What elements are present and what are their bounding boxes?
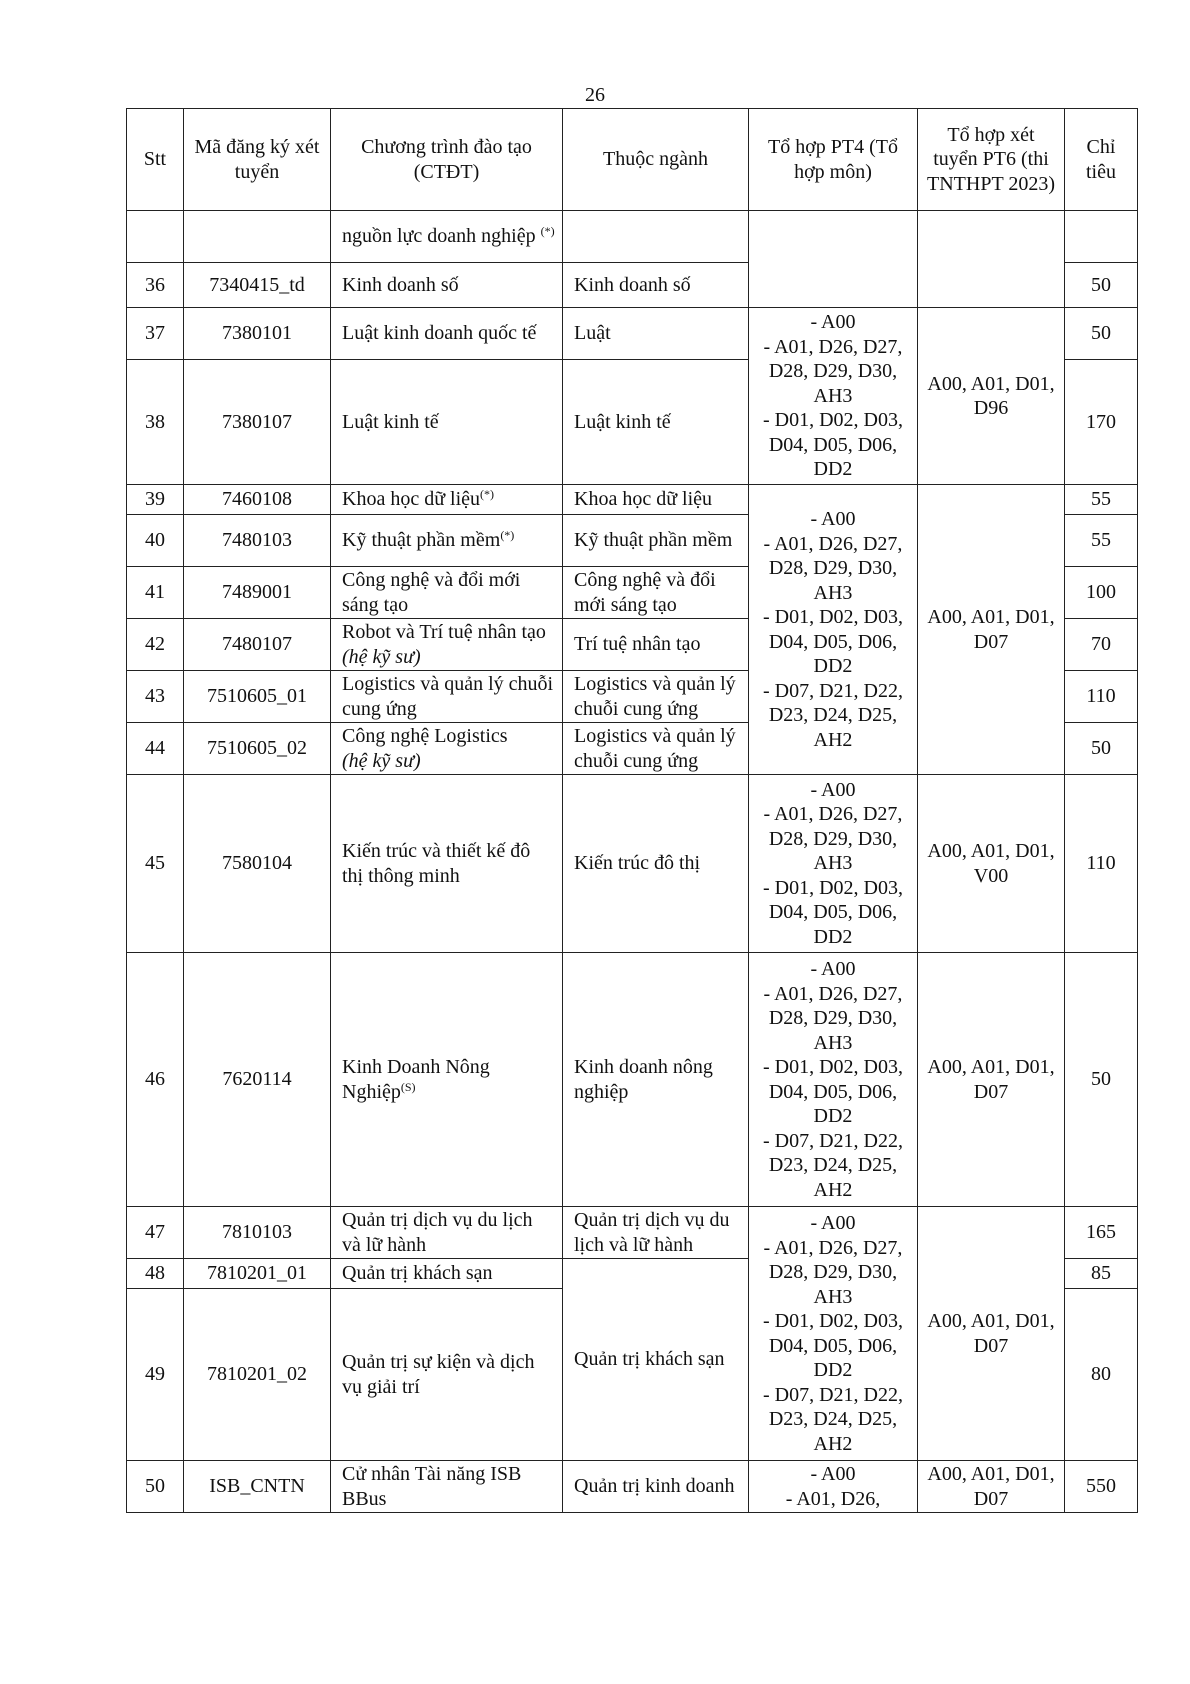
cell-quota: 110	[1065, 775, 1138, 953]
table-row	[127, 1207, 1138, 1259]
cell-stt: 50	[127, 1461, 184, 1513]
cell-major: Luật kinh tế	[563, 360, 749, 485]
cell-quota: 110	[1065, 671, 1138, 723]
cell-code: ISB_CNTN	[184, 1461, 331, 1513]
cell-code: 7580104	[184, 775, 331, 953]
cell-program: Cử nhân Tài năng ISB BBus	[331, 1461, 563, 1513]
header-code: Mã đăng ký xét tuyển	[184, 109, 331, 211]
cell-code: 7489001	[184, 567, 331, 619]
cell-program: Logistics và quản lý chuỗi cung ứng	[331, 671, 563, 723]
header-pt4: Tổ hợp PT4 (Tổ hợp môn)	[749, 109, 918, 211]
cell-quota: 100	[1065, 567, 1138, 619]
cell-stt: 43	[127, 671, 184, 723]
cell-quota: 85	[1065, 1259, 1138, 1289]
cell-pt6-group: A00, A01, D01, V00	[918, 775, 1065, 953]
cell-major: Kinh doanh số	[563, 263, 749, 308]
table-row	[127, 775, 1138, 953]
footnote-marker: (S)	[400, 1079, 416, 1094]
cell-stt: 38	[127, 360, 184, 485]
footnote-marker: (*)	[500, 528, 515, 543]
admission-table	[126, 108, 1138, 1513]
cell-pt6-group: A00, A01, D01, D07	[918, 1207, 1065, 1461]
cell-major: Logistics và quản lý chuỗi cung ứng	[563, 723, 749, 775]
cell-major: Kiến trúc đô thị	[563, 775, 749, 953]
cell-code: 7380101	[184, 308, 331, 360]
cell-code: 7340415_td	[184, 263, 331, 308]
cell-program: Công nghệ và đổi mới sáng tạo	[331, 567, 563, 619]
cell-major: Quản trị kinh doanh	[563, 1461, 749, 1513]
cell-major: Logistics và quản lý chuỗi cung ứng	[563, 671, 749, 723]
cell-major: Trí tuệ nhân tạo	[563, 619, 749, 671]
page-number: 26	[585, 84, 605, 106]
cell-pt6-group: A00, A01, D01, D96	[918, 308, 1065, 485]
cell-code: 7810201_02	[184, 1289, 331, 1461]
cell-stt: 37	[127, 308, 184, 360]
cell-program: Kiến trúc và thiết kế đô thị thông minh	[331, 775, 563, 953]
cell-pt6-group: A00, A01, D01, D07	[918, 1461, 1065, 1513]
cell-major: Quản trị dịch vụ du lịch và lữ hành	[563, 1207, 749, 1259]
cell-stt: 40	[127, 515, 184, 567]
cell-stt: 44	[127, 723, 184, 775]
table-row	[127, 211, 1138, 263]
cell-quota: 170	[1065, 360, 1138, 485]
cell-quota: 50	[1065, 953, 1138, 1207]
table-row	[127, 308, 1138, 360]
cell-program: Kỹ thuật phần mềm(*)	[331, 515, 563, 567]
cell-stt: 47	[127, 1207, 184, 1259]
cell-code	[184, 211, 331, 263]
table-row	[127, 485, 1138, 515]
table-row	[127, 953, 1138, 1207]
table-row	[127, 1461, 1138, 1513]
header-program: Chương trình đào tạo (CTĐT)	[331, 109, 563, 211]
program-note: (hệ kỹ sư)	[342, 645, 421, 668]
cell-pt4-group: - A00 - A01, D26, D27, D28, D29, D30, AH3 - D01, D02, D03, D04, D05, D06, DD2 - D07, D21, D22, D23, D24, D25, AH2	[749, 485, 918, 775]
cell-code: 7510605_01	[184, 671, 331, 723]
cell-pt4-group: - A00 - A01, D26, D27, D28, D29, D30, AH3 - D01, D02, D03, D04, D05, D06, DD2 - D07, D21, D22, D23, D24, D25, AH2	[749, 953, 918, 1207]
header-row	[127, 109, 1138, 211]
cell-program: Luật kinh tế	[331, 360, 563, 485]
cell-program: Quản trị sự kiện và dịch vụ giải trí	[331, 1289, 563, 1461]
footnote-marker: (*)	[480, 487, 495, 502]
cell-stt: 49	[127, 1289, 184, 1461]
cell-major: Luật	[563, 308, 749, 360]
cell-quota: 80	[1065, 1289, 1138, 1461]
program-note: (hệ kỹ sư)	[342, 749, 421, 772]
cell-program: nguồn lực doanh nghiệp (*)	[331, 211, 563, 263]
cell-program: Robot và Trí tuệ nhân tạo (hệ kỹ sư)	[331, 619, 563, 671]
cell-quota: 70	[1065, 619, 1138, 671]
header-quota: Chỉ tiêu	[1065, 109, 1138, 211]
cell-pt6-group: A00, A01, D01, D07	[918, 485, 1065, 775]
cell-pt4-group: - A00 - A01, D26,	[749, 1461, 918, 1513]
cell-program: Kinh doanh số	[331, 263, 563, 308]
cell-program: Kinh Doanh Nông Nghiệp$^{(S)}$	[331, 953, 563, 1207]
cell-major: Kinh doanh nông nghiệp	[563, 953, 749, 1207]
cell-program: Quản trị dịch vụ du lịch và lữ hành	[331, 1207, 563, 1259]
cell-pt4-group: - A00 - A01, D26, D27, D28, D29, D30, AH3 - D01, D02, D03, D04, D05, D06, DD2	[749, 775, 918, 953]
cell-program: Khoa học dữ liệu(*)	[331, 485, 563, 515]
cell-pt4-group: - A00 - A01, D26, D27, D28, D29, D30, AH3 - D01, D02, D03, D04, D05, D06, DD2	[749, 308, 918, 485]
header-pt6: Tổ hợp xét tuyển PT6 (thi TNTHPT 2023)	[918, 109, 1065, 211]
cell-program: Luật kinh doanh quốc tế	[331, 308, 563, 360]
cell-major: Công nghệ và đổi mới sáng tạo	[563, 567, 749, 619]
cell-pt6-empty	[918, 211, 1065, 308]
cell-stt: 36	[127, 263, 184, 308]
cell-quota: 550	[1065, 1461, 1138, 1513]
cell-quota: 55	[1065, 515, 1138, 567]
header-stt: Stt	[127, 109, 184, 211]
cell-program: Công nghệ Logistics (hệ kỹ sư)	[331, 723, 563, 775]
cell-stt: 46	[127, 953, 184, 1207]
cell-code: 7810103	[184, 1207, 331, 1259]
cell-major	[563, 211, 749, 263]
cell-quota: 165	[1065, 1207, 1138, 1259]
cell-code: 7480107	[184, 619, 331, 671]
cell-quota: 50	[1065, 723, 1138, 775]
cell-code: 7810201_01	[184, 1259, 331, 1289]
cell-stt: 39	[127, 485, 184, 515]
cell-code: 7380107	[184, 360, 331, 485]
header-major: Thuộc ngành	[563, 109, 749, 211]
cell-code: 7620114	[184, 953, 331, 1207]
cell-pt4-group: - A00 - A01, D26, D27, D28, D29, D30, AH3 - D01, D02, D03, D04, D05, D06, DD2 - D07, D21, D22, D23, D24, D25, AH2	[749, 1207, 918, 1461]
cell-quota: 50	[1065, 308, 1138, 360]
footnote-marker: (*)	[540, 224, 555, 239]
cell-quota: 55	[1065, 485, 1138, 515]
cell-code: 7460108	[184, 485, 331, 515]
cell-stt: 41	[127, 567, 184, 619]
cell-program: Quản trị khách sạn	[331, 1259, 563, 1289]
cell-pt6-group: A00, A01, D01, D07	[918, 953, 1065, 1207]
cell-stt	[127, 211, 184, 263]
cell-major: Khoa học dữ liệu	[563, 485, 749, 515]
cell-major: Quản trị khách sạn	[563, 1259, 749, 1461]
cell-pt4-empty	[749, 211, 918, 308]
cell-quota: 50	[1065, 263, 1138, 308]
cell-stt: 45	[127, 775, 184, 953]
cell-code: 7510605_02	[184, 723, 331, 775]
cell-stt: 48	[127, 1259, 184, 1289]
cell-code: 7480103	[184, 515, 331, 567]
cell-quota	[1065, 211, 1138, 263]
cell-stt: 42	[127, 619, 184, 671]
cell-major: Kỹ thuật phần mềm	[563, 515, 749, 567]
